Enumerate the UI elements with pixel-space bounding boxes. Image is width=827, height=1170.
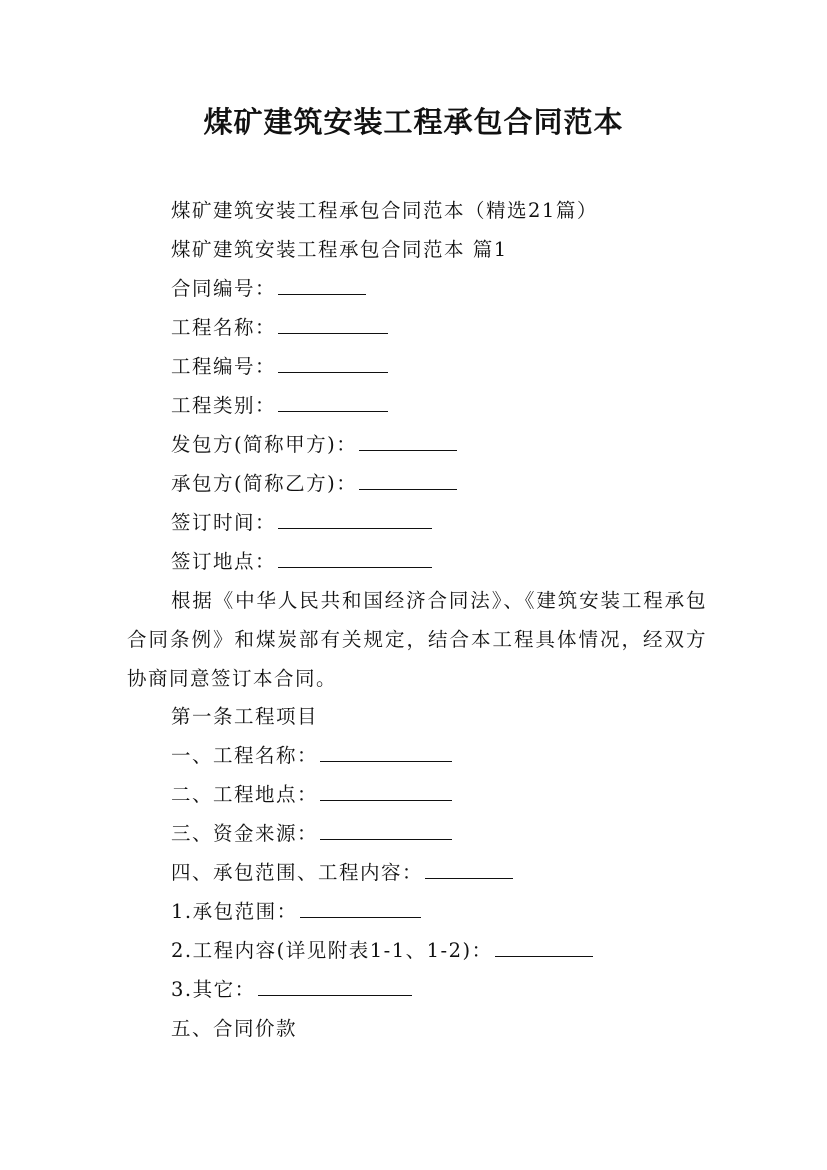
field-project-category	[171, 391, 388, 421]
fill-blank	[320, 819, 452, 840]
field-project-number	[171, 352, 388, 382]
field-party-a	[171, 430, 457, 460]
field-signing-time	[171, 508, 432, 538]
item-scope-content	[171, 858, 513, 888]
fill-blank	[320, 741, 452, 762]
item-fund-source	[171, 819, 452, 849]
section-heading: 第一条工程项目	[171, 705, 319, 728]
article-heading: 煤矿建筑安装工程承包合同范本 篇1	[171, 238, 508, 261]
item-project-location	[171, 780, 452, 810]
field-signing-place	[171, 547, 432, 577]
field-contract-number	[171, 274, 366, 304]
item-label: 2.工程内容(详见附表1-1、1-2)：	[171, 939, 493, 962]
field-label: 承包方(简称乙方)：	[171, 472, 358, 495]
fill-blank	[258, 975, 412, 996]
fill-blank	[278, 274, 366, 295]
fill-blank	[278, 352, 388, 373]
fill-blank	[425, 858, 513, 879]
fill-blank	[359, 430, 457, 451]
field-label: 签订时间：	[171, 511, 277, 534]
field-label: 发包方(简称甲方)：	[171, 433, 358, 456]
item-label: 四、承包范围、工程内容：	[171, 861, 424, 884]
item-label: 一、工程名称：	[171, 744, 319, 767]
item-project-name	[171, 741, 452, 771]
field-project-name	[171, 313, 388, 343]
field-label: 工程名称：	[171, 316, 277, 339]
item-scope	[171, 897, 421, 927]
field-label: 合同编号：	[171, 277, 277, 300]
field-label: 工程编号：	[171, 355, 277, 378]
field-label: 工程类别：	[171, 394, 277, 417]
item-label: 二、工程地点：	[171, 783, 319, 806]
item-label: 3.其它：	[171, 978, 256, 1001]
document-subtitle: 煤矿建筑安装工程承包合同范本（精选21篇）	[171, 199, 598, 222]
fill-blank	[278, 547, 432, 568]
item-other	[171, 975, 412, 1005]
document-title: 煤矿建筑安装工程承包合同范本	[203, 105, 624, 139]
field-label: 签订地点：	[171, 550, 277, 573]
item-label: 三、资金来源：	[171, 822, 319, 845]
fill-blank	[278, 508, 432, 529]
fill-blank	[495, 936, 593, 957]
field-party-b	[171, 469, 457, 499]
fill-blank	[359, 469, 457, 490]
fill-blank	[278, 313, 388, 334]
section-heading: 五、合同价款	[171, 1017, 298, 1040]
fill-blank	[278, 391, 388, 412]
fill-blank	[300, 897, 421, 918]
item-label: 1.承包范围：	[171, 900, 298, 923]
item-content	[171, 936, 593, 966]
fill-blank	[320, 780, 452, 801]
preamble-paragraph: 根据《中华人民共和国经济合同法》、《建筑安装工程承包合同条例》和煤炭部有关规定，结合本工程具体情况，经双方协商同意签订本合同。	[127, 589, 707, 690]
